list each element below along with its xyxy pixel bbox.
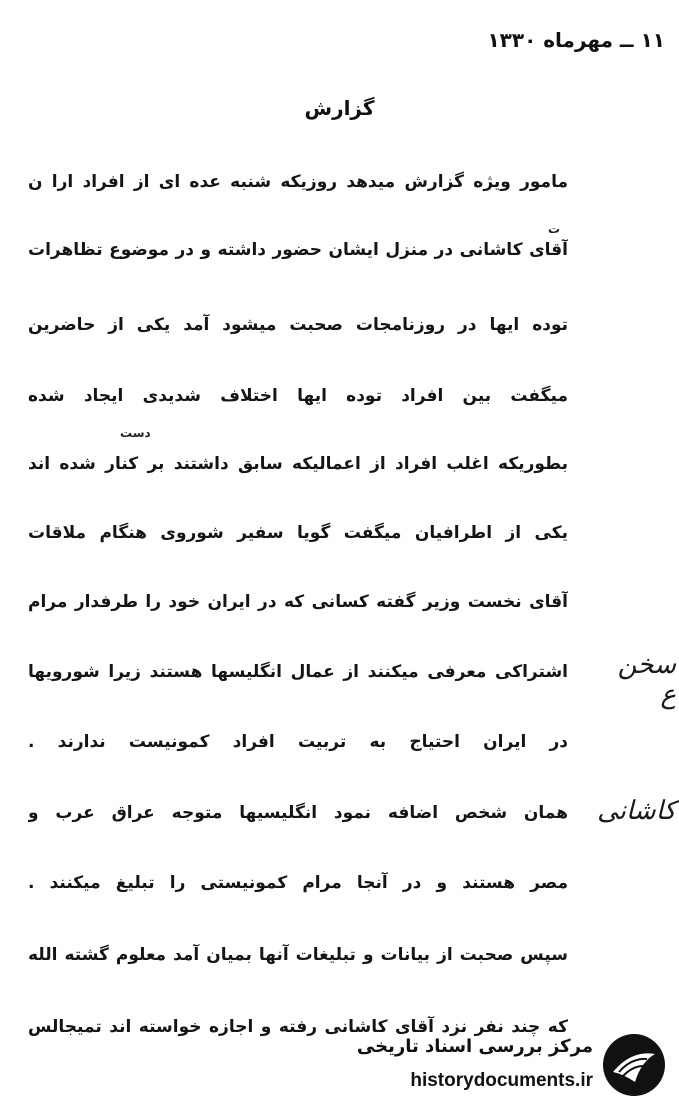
- watermark-url: historydocuments.ir: [410, 1070, 593, 1091]
- watermark-title: مرکز بررسی اسناد تاریخی: [356, 1036, 593, 1057]
- interlinear-note: دست: [120, 426, 151, 440]
- document-line: مامور ویژه گزارش میدهد روزیکه شنبه عده ای از افراد ارا ن: [28, 172, 568, 192]
- document-line: مصر هستند و در آنجا مرام کمونیستی را تبلیغ میکنند .: [28, 873, 568, 893]
- document-date: ۱۱ ــ مهرماه ۱۳۳۰: [487, 28, 665, 52]
- document-line: که چند نفر نزد آقای کاشانی رفته و اجازه خواسته اند تمیجالس: [28, 1017, 568, 1037]
- document-line: آقای کاشانی در منزل ایشان حضور داشته و در موضوع تظاهرات: [28, 240, 568, 260]
- margin-note: کاشانی: [597, 796, 676, 826]
- archive-logo-icon: [601, 1032, 667, 1098]
- document-line: بطوریکه اغلب افراد از اعمالیکه سابق داشتند بر کنار شده اند: [28, 454, 568, 474]
- document-line: توده ایها در روزنامجات صحبت میشود آمد یکی از حاضرین: [28, 315, 568, 335]
- interlinear-note: ت: [548, 222, 561, 236]
- document-line: در ایران احتیاج به تربیت افراد کمونیست ندارند .: [28, 732, 568, 752]
- document-line: همان شخص اضافه نمود انگلیسیها متوجه عراق عرب و: [28, 803, 568, 823]
- document-line: اشتراکی معرفی میکنند از عمال انگلیسها هستند زیرا شورویها: [28, 662, 568, 682]
- margin-note: سخن ع: [617, 650, 676, 710]
- watermark: [356, 1026, 667, 1106]
- document-heading: گزارش: [304, 96, 375, 120]
- document-line: سپس صحبت از بیانات و تبلیغات آنها بمیان آمد معلوم گشته الله: [28, 945, 568, 965]
- document-line: میگفت بین افراد توده ایها اختلاف شدیدی ایجاد شده: [28, 386, 568, 406]
- document-line: آقای نخست وزیر گفته کسانی که در ایران خود را طرفدار مرام: [28, 592, 568, 612]
- document-line: یکی از اطرافیان میگفت گویا سفیر شوروی هنگام ملاقات: [28, 523, 568, 543]
